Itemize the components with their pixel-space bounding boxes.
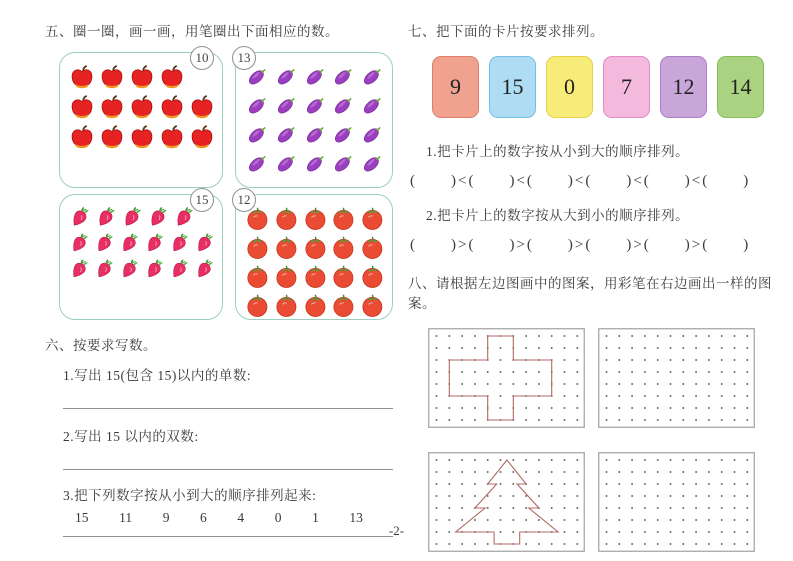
sort-number: 1 [312,510,319,525]
tomato-icon [273,234,300,261]
dot-grid-blank-bottom [598,452,750,552]
fruit-row [244,121,386,148]
radish-icon [168,257,191,281]
section-8-title: 八、请根据左边图画中的图案，用彩笔在右边画出一样的图案。 [408,276,772,311]
apple-icon [158,63,186,91]
fruit-row [244,92,386,119]
section-6-title: 六、按要求写数。 [45,338,157,353]
radish-icon [93,231,116,255]
fruit-box-radish [59,194,223,320]
apple-icon [188,123,216,151]
eggplant-icon [302,92,329,119]
radish-icon [168,231,191,255]
page-number: -2- [388,523,405,538]
number-card-0: 0 [546,56,593,118]
sort-number: 0 [274,510,282,525]
tomato-icon [330,292,357,319]
fruit-row [68,231,216,255]
section-7-question-2: 2.把卡片上的数字按从大到小的顺序排列。 [426,208,690,223]
number-card-9: 9 [432,56,479,118]
eggplant-icon [330,63,357,90]
eggplant-icon [302,121,329,148]
fruit-box-tomato [235,194,393,320]
tomato-icon [273,205,300,232]
answer-line-2 [63,469,393,470]
sort-number: 6 [200,510,207,525]
section-6-question-1: 1.写出 15(包含 15)以内的单数: [63,368,252,383]
dot-grid-cross-model [428,328,586,428]
fruit-row [244,205,386,232]
apple-icon [68,63,96,91]
radish-icon [172,205,196,229]
eggplant-icon [330,121,357,148]
apple-icon [188,93,216,121]
section-6-question-2: 2.写出 15 以内的双数: [63,429,199,444]
comparison-blanks-descending: ( )>( )>( )>( )>( )>( ) [410,237,751,253]
section-5-title: 五、圈一圈，画一画，用笔圈出下面相应的数。 [45,24,339,39]
tomato-icon [302,205,329,232]
fruit-row [244,234,386,261]
apple-icon [98,63,126,91]
sort-number: 4 [237,510,245,525]
eggplant-icon [359,150,386,177]
answer-line-3 [63,536,393,537]
tomato-icon [359,234,386,261]
eggplant-icon [359,92,386,119]
apple-icon [158,123,186,151]
dot-grid-blank-top [598,328,750,428]
tomato-icon [302,234,329,261]
section-6-question-3: 3.把下列数字按从小到大的顺序排列起来: [63,488,317,503]
radish-icon [118,231,141,255]
tomato-icon [302,292,329,319]
eggplant-icon [244,92,271,119]
tomato-icon [273,292,300,319]
dot-grids [428,328,776,552]
fruit-row [68,257,216,281]
tomato-icon [244,263,271,290]
fruit-row [68,93,216,121]
number-card-14: 14 [717,56,764,118]
fruit-box-apple [59,52,223,188]
count-badge: 13 [232,46,256,70]
radish-icon [93,257,116,281]
count-badge: 15 [190,188,214,212]
count-badge: 10 [190,46,214,70]
sort-number: 13 [349,510,363,525]
fruit-boxes [59,52,397,320]
radish-icon [68,231,91,255]
radish-icon [143,231,166,255]
radish-icon [143,257,166,281]
eggplant-icon [302,150,329,177]
tomato-icon [330,263,357,290]
radish-icon [94,205,118,229]
tomato-icon [359,263,386,290]
tomato-icon [244,234,271,261]
sort-number: 15 [75,510,89,525]
count-badge: 12 [232,188,256,212]
fruit-row [244,263,386,290]
sort-number: 11 [119,510,133,525]
answer-line-1 [63,408,393,409]
eggplant-icon [244,121,271,148]
tomato-icon [244,292,271,319]
right-column [408,20,776,552]
apple-icon [98,93,126,121]
number-card-15: 15 [489,56,536,118]
radish-icon [68,205,92,229]
eggplant-icon [330,92,357,119]
eggplant-icon [302,63,329,90]
apple-icon [68,93,96,121]
radish-icon [193,257,216,281]
number-card-12: 12 [660,56,707,118]
comparison-blanks-ascending: ( )<( )<( )<( )<( )<( ) [410,173,751,189]
section-7-question-1: 1.把卡片上的数字按从小到大的顺序排列。 [426,144,690,159]
radish-icon [193,231,216,255]
apple-icon [98,123,126,151]
eggplant-icon [273,63,300,90]
tomato-icon [330,234,357,261]
fruit-row [244,292,386,319]
eggplant-icon [330,150,357,177]
number-cards [432,56,776,118]
apple-icon [128,63,156,91]
number-card-7: 7 [603,56,650,118]
section-7-title: 七、把下面的卡片按要求排列。 [408,24,604,39]
radish-icon [118,257,141,281]
eggplant-icon [244,150,271,177]
numbers-to-sort [75,510,363,526]
sort-number: 9 [162,510,170,525]
eggplant-icon [273,121,300,148]
eggplant-icon [359,121,386,148]
fruit-box-eggplant [235,52,393,188]
apple-icon [128,93,156,121]
eggplant-icon [273,92,300,119]
tomato-icon [330,205,357,232]
apple-icon [128,123,156,151]
tomato-icon [359,292,386,319]
eggplant-icon [273,150,300,177]
apple-icon [68,123,96,151]
radish-icon [146,205,170,229]
apple-icon [158,93,186,121]
radish-icon [120,205,144,229]
dot-grid-tree-model [428,452,586,552]
radish-icon [68,257,91,281]
fruit-row [244,63,386,90]
eggplant-icon [359,63,386,90]
tomato-icon [273,263,300,290]
fruit-row [244,150,386,177]
tomato-icon [302,263,329,290]
tomato-icon [359,205,386,232]
left-column [45,20,397,537]
fruit-row [68,123,216,151]
